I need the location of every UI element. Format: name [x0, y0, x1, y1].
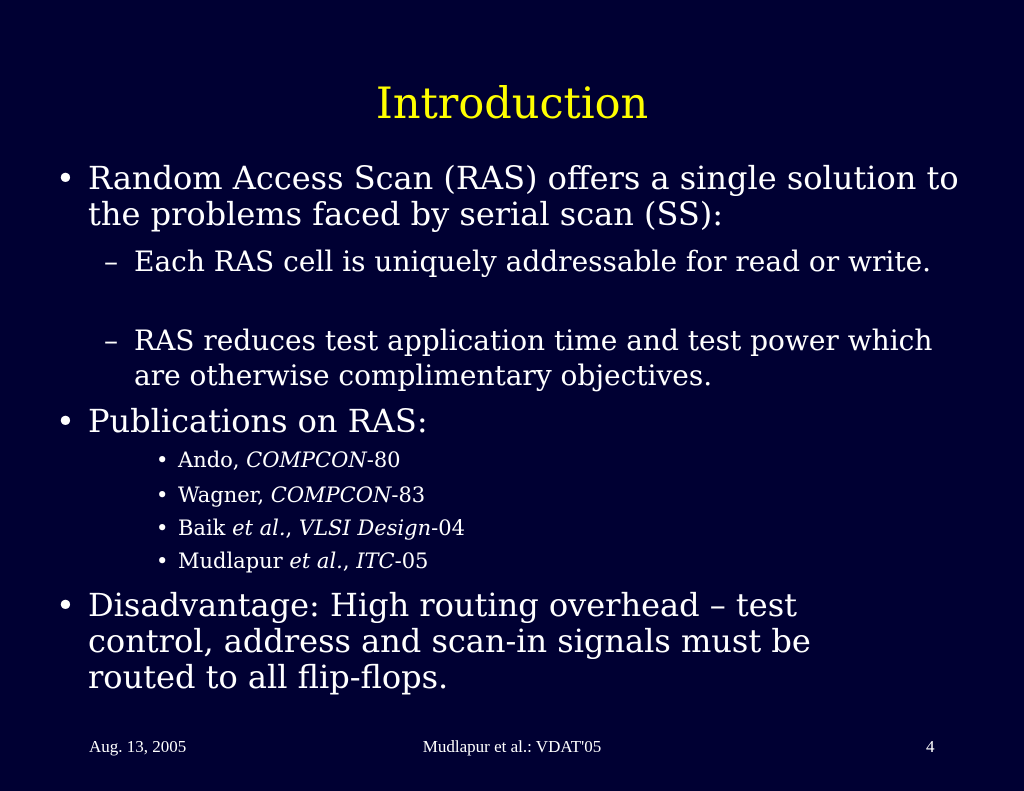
- sub-bullet-addressable: [104, 244, 944, 279]
- bullet-dot: •: [56, 586, 75, 624]
- pub-sep: ,: [342, 549, 357, 573]
- bullet-text: Random Access Scan (RAS) offers a single solution to the problems faced by serial scan (SS):: [88, 159, 959, 233]
- dash-marker: –: [104, 245, 118, 278]
- bullet-text: Disadvantage: High routing overhead – test control, address and scan-in signals must be routed to all flip-flops.: [88, 586, 811, 696]
- pub-year: -83: [391, 483, 426, 507]
- bullet-dot: •: [156, 448, 169, 472]
- sub-bullet-text: Each RAS cell is uniquely addressable for read or write.: [134, 245, 932, 278]
- sub-bullet-test-time: [104, 323, 944, 393]
- publication-item: [156, 483, 678, 507]
- pub-venue: VLSI Design: [298, 516, 432, 540]
- pub-author: Mudlapur: [178, 549, 290, 573]
- slide-title: Introduction: [375, 79, 649, 129]
- publication-item: [156, 448, 678, 472]
- footer-date: Aug. 13, 2005: [89, 737, 187, 756]
- pub-venue: ITC: [356, 549, 395, 573]
- footer-page-number: 4: [926, 737, 935, 756]
- pub-year: -04: [431, 516, 465, 540]
- bullet-dot: •: [156, 516, 169, 540]
- pub-venue: COMPCON: [246, 448, 367, 472]
- pub-author: Ando,: [178, 448, 247, 472]
- bullet-dot: •: [156, 483, 169, 507]
- publication-item: [156, 516, 678, 540]
- bullet-dot: •: [156, 549, 169, 573]
- bullet-dot: •: [56, 402, 75, 440]
- sub-bullet-text: RAS reduces test application time and test power which are otherwise complimentary objectives.: [134, 324, 933, 392]
- footer-author: Mudlapur et al.: VDAT'05: [422, 737, 602, 756]
- pub-etal: et al.: [289, 549, 343, 573]
- bullet-publications: [56, 402, 988, 440]
- pub-etal: et al.: [232, 516, 286, 540]
- pub-venue: COMPCON: [270, 483, 392, 507]
- publication-item: [156, 549, 678, 573]
- pub-author: Wagner,: [178, 483, 271, 507]
- bullet-dot: •: [56, 159, 75, 197]
- pub-year: -80: [366, 448, 401, 472]
- bullet-disadvantage: [56, 586, 888, 696]
- bullet-text: Publications on RAS:: [88, 402, 428, 440]
- dash-marker: –: [104, 324, 118, 357]
- pub-author: Baik: [178, 516, 233, 540]
- pub-sep: ,: [285, 516, 299, 540]
- pub-year: -05: [394, 549, 429, 573]
- bullet-ras-solution: [56, 159, 988, 233]
